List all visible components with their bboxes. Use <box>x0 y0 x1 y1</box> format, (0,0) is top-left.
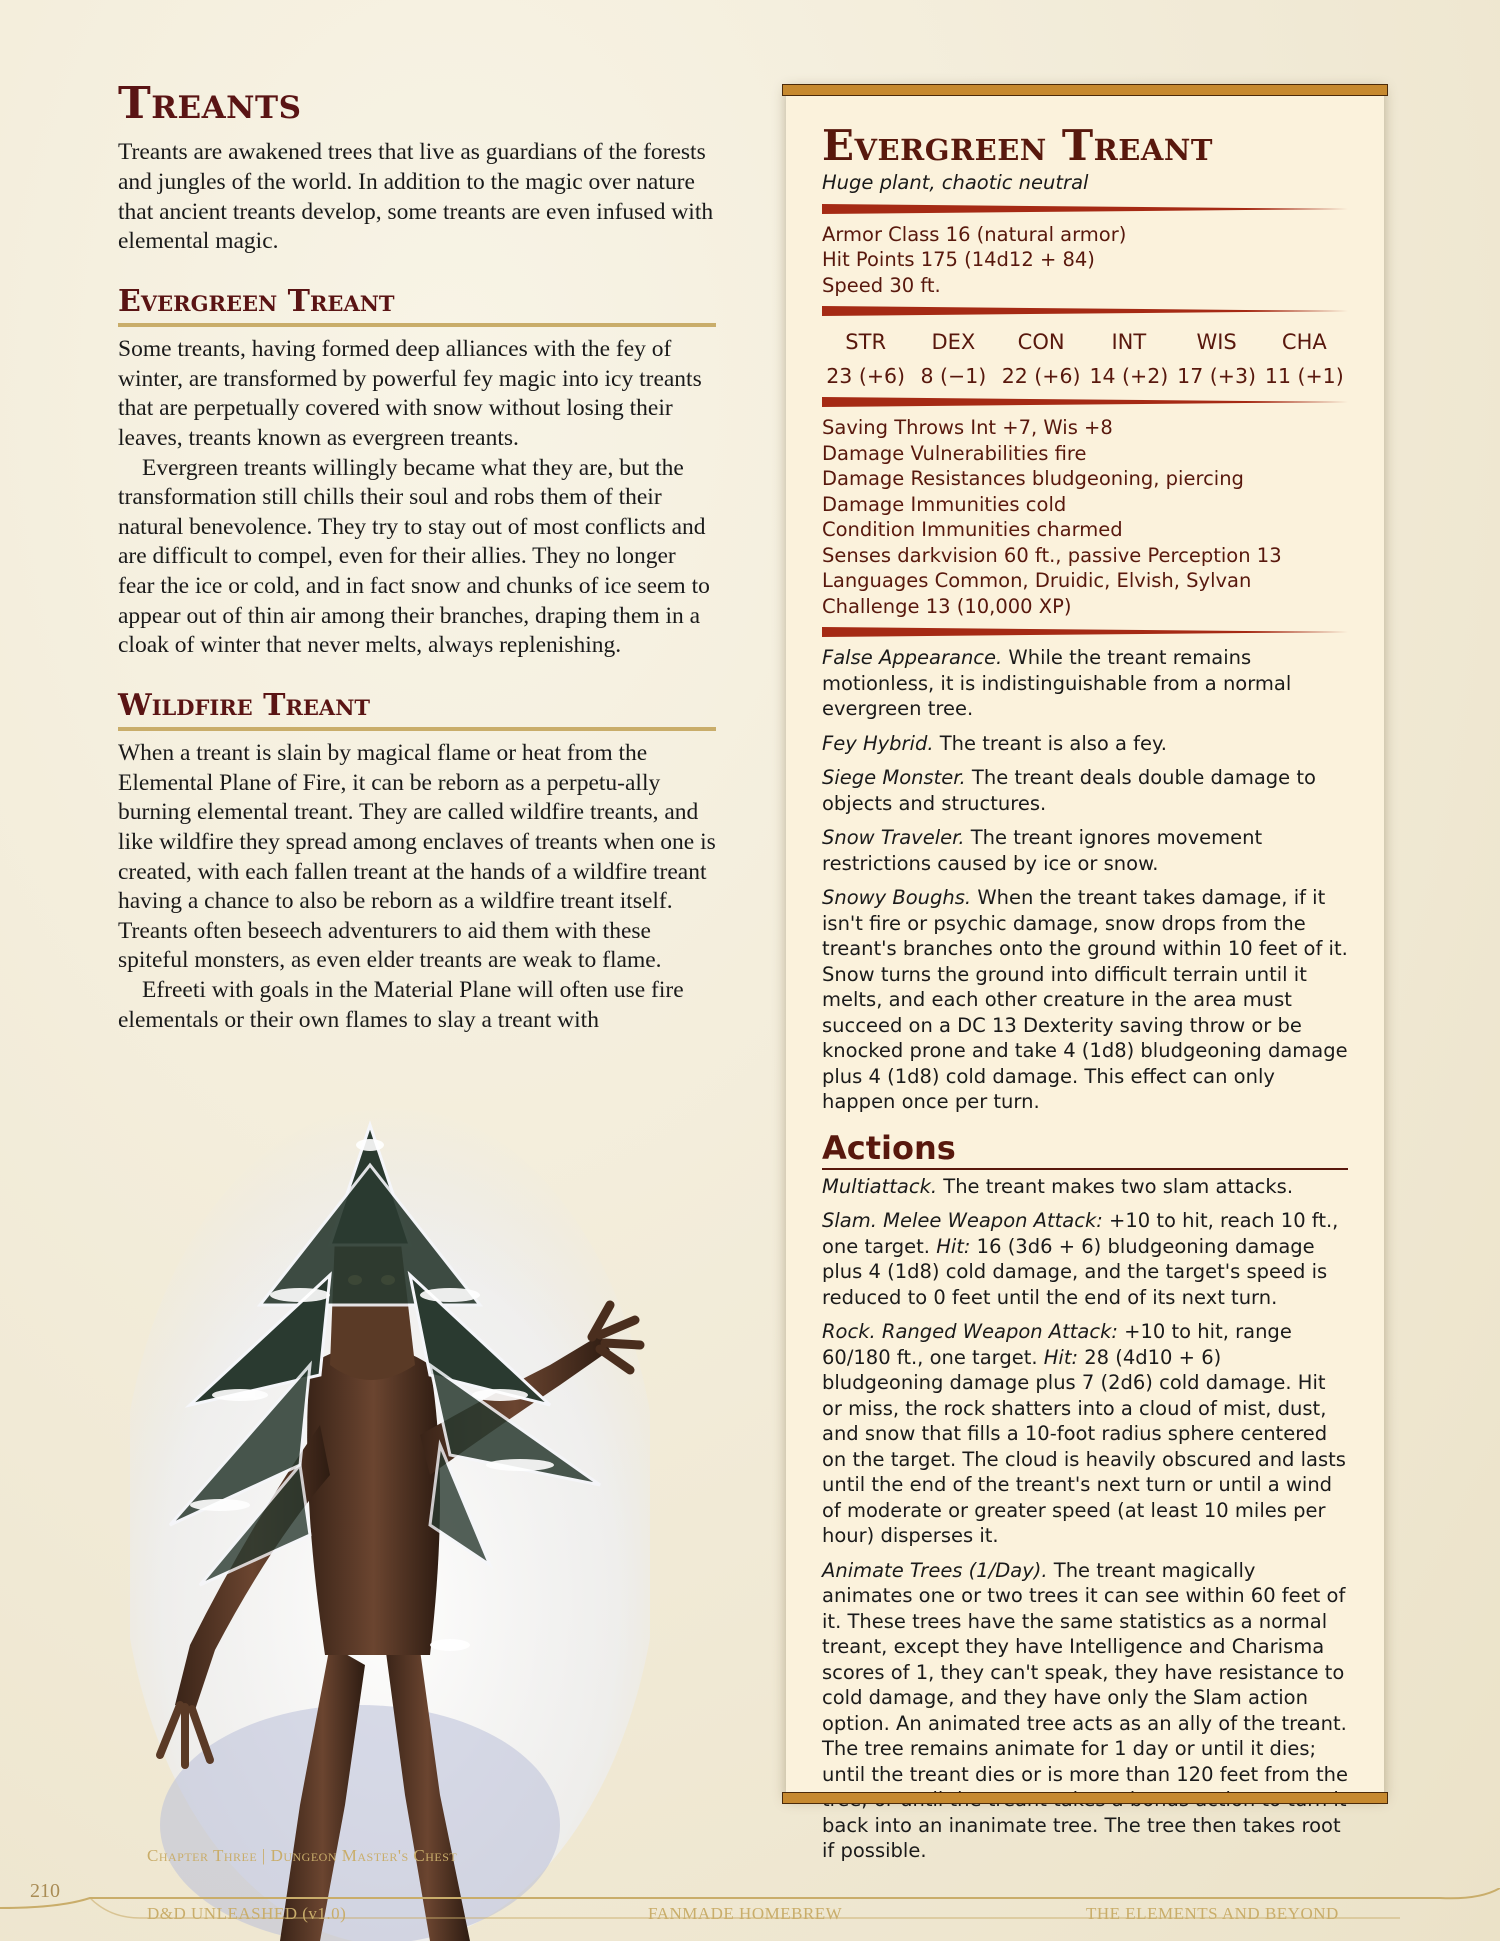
left-column <box>118 80 716 1035</box>
challenge: Challenge 13 (10,000 XP) <box>822 594 1072 618</box>
action-rock: Rock. Ranged Weapon Attack: +10 to hit, range 60/180 ft., one target. Hit: 28 (4d10 + 6) bludgeoning damage plus 7 (2d6) cold damage. Hit or miss, the rock shatters into a cloud of mist, dust, and snow that fills a 10-foot radius sphere centered on the target. The cloud is heavily obscured and lasts until the end of the treant's next turn or until a wind of moderate or greater speed (at least 10 miles per hour) disperses it. <box>822 1320 1346 1548</box>
damage-vulnerabilities: Damage Vulnerabilities fire <box>822 441 1087 465</box>
ability-str: STR 23 (+6) <box>826 330 906 388</box>
trait-snow-traveler: Snow Traveler. The treant ignores movement restrictions caused by ice or snow. <box>822 826 1263 875</box>
footer-book-title: D&D UNLEASHED (v1.0) <box>147 1904 347 1923</box>
page-number: 210 <box>30 1880 60 1902</box>
stat-block-top-bar <box>782 84 1388 96</box>
evergreen-paragraph-1: Some treants, having formed deep alliances with the fey of winter, are transformed by powerful fey magic into icy treants that are perpetually covered with snow without losing their leaves, treants known as evergreen treants. <box>118 336 702 452</box>
senses: Senses darkvision 60 ft., passive Perception 13 <box>822 543 1282 567</box>
ability-con: CON 22 (+6) <box>1001 330 1081 388</box>
trait-false-appearance: False Appearance. While the treant remains motionless, it is indistinguishable from a normal evergreen tree. <box>822 646 1292 721</box>
action-slam: Slam. Melee Weapon Attack: +10 to hit, reach 10 ft., one target. Hit: 16 (3d6 + 6) bludgeoning damage plus 4 (1d8) cold damage, and the target's speed is reduced to 0 feet until the end of its next turn. <box>822 1209 1339 1309</box>
stat-block <box>786 88 1384 1863</box>
page-title: Treants <box>118 78 302 129</box>
hit-points: Hit Points 175 (14d12 + 84) <box>822 248 1095 272</box>
damage-immunities: Damage Immunities cold <box>822 492 1067 516</box>
wildfire-paragraph-1: When a treant is slain by magical flame or heat from the Elemental Plane of Fire, it can be reborn as a perpetu-ally burning elemental treant. They are called wildfire treants, and like wildfire they spread among enclaves of treants when one is created, with each fallen treant at the hands of a wildfire treant having a chance to also be reborn as a wildfire treant itself. Treants often beseech adventurers to aid them with these spiteful monsters, as even elder treants are weak to flame. <box>118 740 716 974</box>
evergreen-treant-illustration <box>130 1105 650 1941</box>
trait-siege-monster: Siege Monster. The treant deals double damage to objects and structures. <box>822 766 1316 815</box>
evergreen-heading: Evergreen Treant <box>118 285 716 328</box>
trait-snowy-boughs: Snowy Boughs. When the treant takes damage, if it isn't fire or psychic damage, snow drops from the treant's branches onto the ground within 10 feet of it. Snow turns the ground into difficult terrain until it melts, and each other creature in the area must succeed on a DC 13 Dexterity saving throw or be knocked prone and take 4 (1d8) bludgeoning damage plus 4 (1d8) cold damage. This effect can only happen once per turn. <box>822 886 1348 1114</box>
ability-int: INT 14 (+2) <box>1089 330 1169 388</box>
trait-fey-hybrid: Fey Hybrid. The treant is also a fey. <box>822 731 1167 755</box>
speed: Speed 30 ft. <box>822 273 941 297</box>
wildfire-heading: Wildfire Treant <box>118 689 716 732</box>
tapered-rule <box>822 627 1348 637</box>
action-multiattack: Multiattack. The treant makes two slam attacks. <box>822 1174 1294 1198</box>
ability-wis: WIS 17 (+3) <box>1177 330 1256 388</box>
actions-heading: Actions <box>822 1131 1348 1170</box>
monster-type: Huge plant, chaotic neutral <box>822 171 1089 195</box>
wildfire-paragraph-2: Efreeti with goals in the Material Plane will often use fire elementals or their own flames to slay a treant with <box>118 977 684 1033</box>
evergreen-paragraph-2: Evergreen treants willingly became what they are, but the transformation still chills their soul and robs them of their natural benevolence. They try to stay out of most conflicts and are difficult to compel, even for their allies. They no longer fear the ice or cold, and in fact snow and chunks of ice seem to appear out of thin air among their branches, draping them in a cloak of winter that never melts, always replenishing. <box>118 454 710 659</box>
intro-paragraph: Treants are awakened trees that live as guardians of the forests and jungles of the world. In addition to the magic over nature that ancient treants develop, some treants are even infused with elemental magic. <box>118 139 714 255</box>
armor-class: Armor Class 16 (natural armor) <box>822 222 1127 246</box>
ability-dex: DEX 8 (−1) <box>920 330 987 388</box>
tapered-rule <box>822 397 1348 407</box>
stat-block-bottom-bar <box>782 1792 1388 1804</box>
chapter-label: Chapter Three | Dungeon Master's Chest <box>147 1846 458 1865</box>
tapered-rule <box>822 306 1348 316</box>
languages: Languages Common, Druidic, Elvish, Sylvan <box>822 569 1252 593</box>
saving-throws: Saving Throws Int +7, Wis +8 <box>822 416 1113 440</box>
footer-center-label: FANMADE HOMEBREW <box>648 1904 843 1923</box>
condition-immunities: Condition Immunities charmed <box>822 518 1123 542</box>
monster-name: Evergreen Treant <box>822 121 1213 170</box>
tapered-rule <box>822 204 1348 214</box>
damage-resistances: Damage Resistances bludgeoning, piercing <box>822 467 1244 491</box>
footer-section-title: THE ELEMENTS AND BEYOND <box>1086 1904 1339 1923</box>
ability-cha: CHA 11 (+1) <box>1264 330 1344 388</box>
ability-scores <box>822 330 1348 389</box>
action-animate-trees: Animate Trees (1/Day). The treant magically animates one or two trees it can see within 60 feet of it. These trees have the same statistics as a normal treant, except they have Intelligence and Charisma scores of 1, they can't speak, they have resistance to cold damage, and they have only the Slam action option. An animated tree acts as an ally of the treant. The tree remains animate for 1 day or until it dies; until the treant dies or is more than 120 feet from the back into an inanimate tree. The tree then takes root if possible. <box>822 1558 1348 1863</box>
stat-block-content <box>822 121 1348 1873</box>
